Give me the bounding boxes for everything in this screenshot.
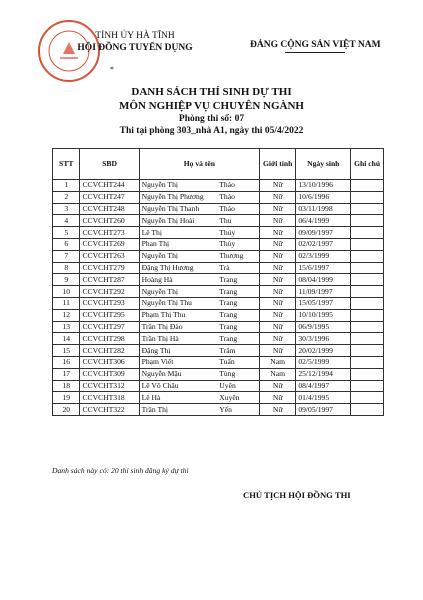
document-title: DANH SÁCH THÍ SINH DỰ THI (131, 86, 292, 98)
cell-note (351, 238, 384, 250)
cell-given-name: Tuấn (217, 356, 259, 368)
cell-sbd: CCVCHT248 (80, 203, 139, 215)
cell-given-name: Trang (217, 297, 259, 309)
cell-given-name: Thúy (217, 227, 259, 239)
cell-note (351, 191, 384, 203)
cell-sbd: CCVCHT247 (80, 191, 139, 203)
cell-given-name: Uyên (217, 380, 259, 392)
table-row (53, 345, 384, 357)
cell-note (351, 345, 384, 357)
table-row (53, 309, 384, 321)
header-note: Ghi chú (351, 149, 384, 180)
cell-note (351, 250, 384, 262)
cell-sbd: CCVCHT292 (80, 286, 139, 298)
party-header (250, 40, 381, 53)
cell-gender: Nữ (260, 345, 296, 357)
cell-note (351, 215, 384, 227)
table-row (53, 191, 384, 203)
table-row (53, 262, 384, 274)
exam-location-date: Thi tại phòng 303_nhà A1, ngày thi 05/4/2022 (119, 126, 304, 136)
cell-family-name: Phan Thị (139, 238, 217, 250)
cell-given-name: Yến (217, 404, 259, 416)
cell-given-name: Trà (217, 262, 259, 274)
table-row (53, 392, 384, 404)
cell-stt: 8 (53, 262, 80, 274)
cell-family-name: Nguyễn Thị Hoài (139, 215, 217, 227)
cell-birth-date: 01/4/1995 (296, 392, 351, 404)
cell-sbd: CCVCHT287 (80, 274, 139, 286)
document-subtitle: MÔN NGHIỆP VỤ CHUYÊN NGÀNH (119, 100, 304, 112)
cell-stt: 17 (53, 368, 80, 380)
table-header-row (53, 149, 384, 180)
cell-family-name: Nguyễn Thị Phương (139, 191, 217, 203)
cell-stt: 7 (53, 250, 80, 262)
cell-stt: 5 (53, 227, 80, 239)
cell-sbd: CCVCHT322 (80, 404, 139, 416)
cell-birth-date: 25/12/1994 (296, 368, 351, 380)
cell-birth-date: 03/11/1998 (296, 203, 351, 215)
cell-stt: 2 (53, 191, 80, 203)
cell-stt: 3 (53, 203, 80, 215)
cell-note (351, 333, 384, 345)
candidate-count-note: Danh sách này có: 20 thí sinh đăng ký dự thi (52, 466, 189, 475)
cell-birth-date: 02/02/1997 (296, 238, 351, 250)
cell-gender: Nữ (260, 203, 296, 215)
cell-stt: 1 (53, 180, 80, 192)
cell-given-name: Thu (217, 215, 259, 227)
cell-note (351, 321, 384, 333)
cell-gender: Nữ (260, 297, 296, 309)
cell-gender: Nữ (260, 404, 296, 416)
cell-stt: 19 (53, 392, 80, 404)
cell-note (351, 297, 384, 309)
cell-note (351, 262, 384, 274)
cell-birth-date: 15/6/1997 (296, 262, 351, 274)
cell-note (351, 392, 384, 404)
candidate-table (52, 148, 384, 416)
cell-sbd: CCVCHT312 (80, 380, 139, 392)
cell-family-name: Nguyễn Thị (139, 180, 217, 192)
table-row (53, 203, 384, 215)
cell-stt: 16 (53, 356, 80, 368)
header-sbd: SBD (80, 149, 139, 180)
cell-gender: Nữ (260, 380, 296, 392)
cell-birth-date: 10/10/1995 (296, 309, 351, 321)
cell-sbd: CCVCHT293 (80, 297, 139, 309)
cell-family-name: Trần Thị Hà (139, 333, 217, 345)
cell-gender: Nữ (260, 250, 296, 262)
cell-gender: Nữ (260, 321, 296, 333)
cell-stt: 12 (53, 309, 80, 321)
cell-family-name: Hoàng Hà (139, 274, 217, 286)
cell-stt: 15 (53, 345, 80, 357)
table-row (53, 321, 384, 333)
cell-family-name: Nguyễn Thị Thanh (139, 203, 217, 215)
cell-family-name: Phạm Thị Thu (139, 309, 217, 321)
cell-gender: Nữ (260, 333, 296, 345)
cell-family-name: Đặng Thị (139, 345, 217, 357)
cell-given-name: Trang (217, 286, 259, 298)
cell-birth-date: 08/4/1997 (296, 380, 351, 392)
header-birth-date: Ngày sinh (296, 149, 351, 180)
cell-gender: Nữ (260, 215, 296, 227)
cell-note (351, 286, 384, 298)
header-underline (285, 52, 345, 53)
cell-given-name: Tùng (217, 368, 259, 380)
cell-family-name: Lê Thị (139, 227, 217, 239)
table-row (53, 274, 384, 286)
cell-given-name: Thảo (217, 191, 259, 203)
cell-gender: Nữ (260, 262, 296, 274)
table-row (53, 356, 384, 368)
cell-stt: 11 (53, 297, 80, 309)
cell-gender: Nữ (260, 286, 296, 298)
party-name: ĐẢNG CỘNG SẢN VIỆT NAM (250, 40, 381, 50)
cell-sbd: CCVCHT260 (80, 215, 139, 227)
cell-sbd: CCVCHT309 (80, 368, 139, 380)
cell-birth-date: 15/05/1997 (296, 297, 351, 309)
cell-birth-date: 11/09/1997 (296, 286, 351, 298)
cell-family-name: Trần Thị Đào (139, 321, 217, 333)
cell-gender: Nữ (260, 274, 296, 286)
table-row (53, 404, 384, 416)
issuing-organization (60, 30, 210, 54)
cell-given-name: Thương (217, 250, 259, 262)
header-stt: STT (53, 149, 80, 180)
cell-sbd: CCVCHT297 (80, 321, 139, 333)
table-row (53, 286, 384, 298)
cell-family-name: Nguyễn Thị (139, 286, 217, 298)
cell-note (351, 227, 384, 239)
cell-stt: 18 (53, 380, 80, 392)
cell-sbd: CCVCHT318 (80, 392, 139, 404)
cell-stt: 6 (53, 238, 80, 250)
exam-room-number: Phòng thi số: 07 (178, 114, 245, 124)
cell-gender: Nam (260, 368, 296, 380)
cell-given-name: Xuyên (217, 392, 259, 404)
cell-stt: 20 (53, 404, 80, 416)
cell-given-name: Trang (217, 309, 259, 321)
cell-family-name: Lê Võ Châu (139, 380, 217, 392)
cell-note (351, 380, 384, 392)
cell-note (351, 309, 384, 321)
table-row (53, 238, 384, 250)
cell-stt: 10 (53, 286, 80, 298)
cell-gender: Nữ (260, 227, 296, 239)
table-row (53, 297, 384, 309)
cell-given-name: Trang (217, 321, 259, 333)
cell-sbd: CCVCHT244 (80, 180, 139, 192)
cell-gender: Nam (260, 356, 296, 368)
cell-gender: Nữ (260, 392, 296, 404)
cell-note (351, 368, 384, 380)
cell-gender: Nữ (260, 180, 296, 192)
table-row (53, 368, 384, 380)
cell-stt: 4 (53, 215, 80, 227)
cell-family-name: Nguyễn Thị Thu (139, 297, 217, 309)
cell-gender: Nữ (260, 309, 296, 321)
cell-given-name: Thảo (217, 180, 259, 192)
cell-birth-date: 30/3/1996 (296, 333, 351, 345)
cell-birth-date: 09/05/1997 (296, 404, 351, 416)
cell-birth-date: 10/6/1996 (296, 191, 351, 203)
org-line-2: HỘI ĐỒNG TUYỂN DỤNG (77, 43, 193, 53)
signature-title: CHỦ TỊCH HỘI ĐỒNG THI (243, 490, 351, 500)
cell-family-name: Đặng Thị Hương (139, 262, 217, 274)
cell-note (351, 356, 384, 368)
cell-note (351, 274, 384, 286)
cell-note (351, 180, 384, 192)
cell-sbd: CCVCHT273 (80, 227, 139, 239)
cell-sbd: CCVCHT269 (80, 238, 139, 250)
cell-note (351, 404, 384, 416)
table-row (53, 380, 384, 392)
org-mark: * (110, 65, 114, 74)
cell-sbd: CCVCHT295 (80, 309, 139, 321)
cell-note (351, 203, 384, 215)
cell-stt: 14 (53, 333, 80, 345)
cell-family-name: Phạm Viết (139, 356, 217, 368)
cell-birth-date: 13/10/1996 (296, 180, 351, 192)
cell-birth-date: 02/3/1999 (296, 250, 351, 262)
org-line-1: TỈNH ỦY HÀ TĨNH (95, 31, 175, 41)
cell-birth-date: 06/9/1995 (296, 321, 351, 333)
cell-gender: Nữ (260, 238, 296, 250)
cell-sbd: CCVCHT282 (80, 345, 139, 357)
cell-given-name: Thùy (217, 238, 259, 250)
cell-family-name: Nguyễn Mậu (139, 368, 217, 380)
cell-birth-date: 06/4/1999 (296, 215, 351, 227)
cell-given-name: Trâm (217, 345, 259, 357)
cell-gender: Nữ (260, 191, 296, 203)
cell-birth-date: 09/09/1997 (296, 227, 351, 239)
cell-birth-date: 02/5/1999 (296, 356, 351, 368)
header-full-name: Họ và tên (139, 149, 259, 180)
cell-sbd: CCVCHT298 (80, 333, 139, 345)
table-row (53, 333, 384, 345)
cell-given-name: Trang (217, 274, 259, 286)
table-row (53, 227, 384, 239)
header-gender: Giới tính (260, 149, 296, 180)
cell-family-name: Nguyễn Thị (139, 250, 217, 262)
cell-birth-date: 08/04/1999 (296, 274, 351, 286)
cell-stt: 13 (53, 321, 80, 333)
cell-family-name: Trần Thị (139, 404, 217, 416)
cell-birth-date: 20/02/1999 (296, 345, 351, 357)
cell-sbd: CCVCHT306 (80, 356, 139, 368)
cell-given-name: Thảo (217, 203, 259, 215)
table-row (53, 215, 384, 227)
cell-stt: 9 (53, 274, 80, 286)
cell-family-name: Lê Hà (139, 392, 217, 404)
table-row (53, 180, 384, 192)
table-row (53, 250, 384, 262)
cell-sbd: CCVCHT279 (80, 262, 139, 274)
cell-sbd: CCVCHT263 (80, 250, 139, 262)
cell-given-name: Trang (217, 333, 259, 345)
